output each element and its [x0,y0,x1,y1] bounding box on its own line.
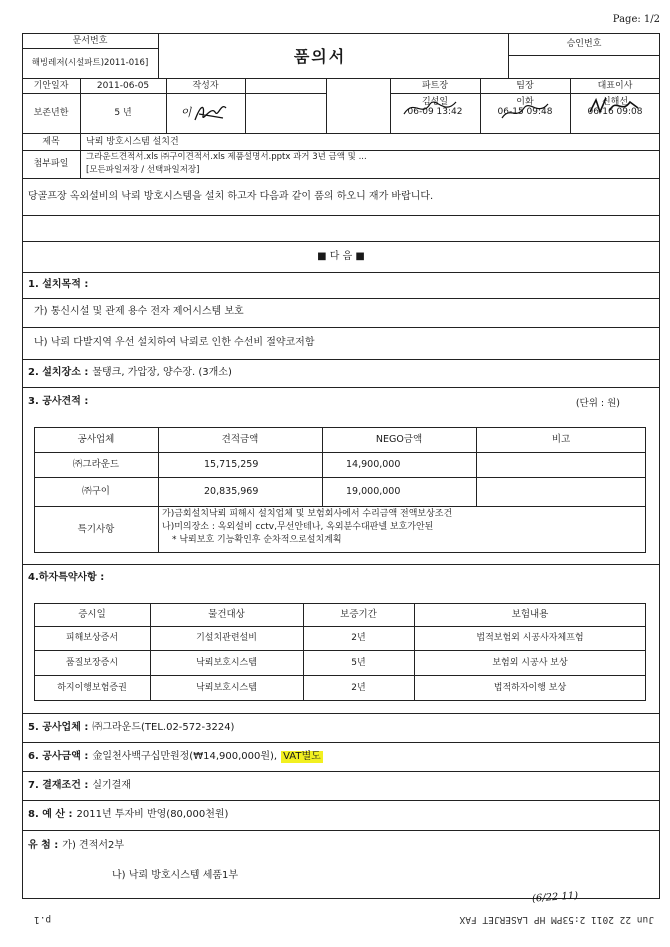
warranty-row-1-period: 2년 [351,633,366,644]
warranty-header-coverage: 보험내용 [511,608,549,620]
author-signature-text: 이 [180,105,192,119]
section-6-label: 6. 공사금액 : [28,751,89,763]
section-7-value: 실기결재 [92,780,131,792]
approver-label-part: 파트장 [421,80,449,91]
estimate-special-line-3: * 낙뢰보호 기능확인후 순차적으로설치계획 [172,535,342,546]
section-2-label: 2. 설치장소 : [28,367,89,379]
estimate-header-nego: NEGO금액 [375,433,423,445]
stamp-part-leader-name: 김성일 [421,97,449,107]
warranty-header-period: 보증기간 [340,608,377,620]
page-label: Page: 1/2 [612,13,660,25]
stamp-signature-icon [400,98,470,118]
stamp-part-leader [392,98,478,118]
section-4-title: 4.하자특약사항 : [28,572,105,584]
stamp-part-leader-date: 06-09 13:42 [407,106,463,117]
attachment-files[interactable]: 그라운드견적서.xls ㈜구이견적서.xls 제품설명서.pptx 과거 3년 금액 및 ... [86,151,367,162]
warranty-row-3-coverage: 법적하자이행 보상 [493,683,567,694]
section-8-value: 2011년 투자비 반영(80,000천원) [76,809,229,821]
doc-number-label: 문서번호 [72,35,108,46]
warranty-row-3-object: 낙뢰보호시스템 [196,683,257,694]
section-5-value: ㈜그라운드(TEL.02-572-3224) [92,722,235,734]
draft-date-label: 기안일자 [33,80,69,91]
warranty-header-object: 물건대상 [208,608,245,620]
retention-value: 5 년 [114,108,132,119]
section-3-unit: (단위 : 원) [575,398,620,409]
approval-number-label: 승인번호 [566,38,602,49]
estimate-special-line-2: 나)미의장소 : 옥외설비 cctv,무선안테나, 옥외분수대판넬 보호가안된 [162,522,434,533]
stamp-signature-icon [498,100,558,122]
section-7-label: 7. 결재조건 : [28,780,89,792]
approver-label-ceo: 대표이사 [597,80,633,91]
section-6-vat-highlight: VAT별도 [283,751,321,763]
section-8-label: 8. 예 산 : [28,809,73,821]
section-6-value: 金일천사백구십만원정(₩14,900,000원), [92,751,278,763]
estimate-row-1-quote: 15,715,259 [204,458,259,470]
section-5-label: 5. 공사업체 : [28,722,89,734]
section-3-title: 3. 공사견적 : [28,396,89,408]
section-8 [28,805,648,825]
warranty-row-1-certificate: 피해보상증서 [65,633,119,644]
estimate-header-remarks: 비고 [551,433,571,445]
stamp-ceo-name: 신해선 [601,97,629,107]
estimate-row-1-company: ㈜그라운드 [72,458,120,470]
doc-number-value: 해빙레저(시설파트)2011-016] [31,57,149,68]
warranty-row-1-object: 기설치관련설비 [196,633,257,644]
estimate-special-label: 특기사항 [77,523,115,535]
heading-mark: ■ 다 음 ■ [317,251,365,263]
estimate-row-2-company: ㈜구이 [82,485,110,497]
attachments-item-b: 나) 낙뢰 방호시스템 세품1부 [112,870,239,882]
attachment-label: 첨부파일 [33,159,69,170]
estimate-row-1-nego: 14,900,000 [346,458,401,470]
warranty-row-1-coverage: 법적보험외 시공사자체프험 [476,633,584,644]
estimate-row-2-quote: 20,835,969 [204,485,259,497]
estimate-header-company: 공사업체 [77,433,115,445]
handwritten-date-note: (6/22 11) [531,890,579,905]
section-1-title: 1. 설치목적 : [28,279,89,291]
author-signature [170,96,242,130]
section-7 [28,776,648,796]
subject-value: 낙뢰 방호시스템 설치건 [86,136,179,147]
section-6 [28,747,648,767]
author-label: 작성자 [192,80,219,91]
stamp-ceo [572,98,658,118]
section-2 [28,363,648,383]
stamp-team-leader-name: 이화 [516,97,534,107]
fax-page-number: p.1 [34,914,52,925]
stamp-team-leader-date: 06-15 09:48 [497,106,553,117]
subject-label: 제목 [42,136,60,147]
estimate-row-2-nego: 19,000,000 [346,485,401,497]
estimate-header-quote: 견적금액 [221,433,259,445]
section-1-item-a: 가) 통신시설 및 관제 용수 전자 제어시스템 보호 [34,306,244,318]
warranty-row-3-period: 2년 [351,683,366,694]
section-1-item-b: 나) 낙뢰 다발지역 우선 설치하여 낙뢰로 인한 수선비 절약코저함 [34,337,315,349]
warranty-row-2-coverage: 보험외 시공사 보상 [492,657,568,668]
warranty-row-3-certificate: 하지이행보험증권 [57,683,127,694]
stamp-ceo-date: 06-16 09:08 [587,106,643,117]
draft-date-value: 2011-06-05 [96,80,150,91]
warranty-row-2-object: 낙뢰보호시스템 [196,657,257,668]
stamp-signature-icon [586,96,646,118]
intro-text: 당골프장 옥외설비의 낙뢰 방호시스템을 설치 하고자 다음과 같이 품의 하오니 재가 바랍니다. [28,191,434,203]
attachment-save-options[interactable]: [모든파일저장 / 선택파일저장] [86,164,200,175]
fax-footer: Jun 22 2011 2:53PM HP LASERJET FAX [459,914,654,925]
section-2-value: 물탱크, 가압장, 양수장. (3개소) [92,367,232,379]
signature-scribble-icon [193,100,231,126]
warranty-row-2-period: 5년 [351,657,366,668]
estimate-special-line-1: 가)금회설치낙뢰 피해시 설치업체 및 보험회사에서 수리금액 전액보상조건 [162,509,453,520]
attachments-label: 유 첨 : [28,840,59,852]
stamp-team-leader [482,98,568,118]
retention-label: 보존년한 [33,108,69,119]
approver-label-team: 팀장 [516,80,534,91]
attachments-item-a: 가) 견적서2부 [62,840,125,852]
page-title: 품의서 [293,46,347,66]
warranty-header-certificate: 증시일 [78,608,106,620]
section-5 [28,718,648,738]
attachments-section [28,836,648,856]
warranty-row-2-certificate: 품질보장증시 [65,657,119,668]
